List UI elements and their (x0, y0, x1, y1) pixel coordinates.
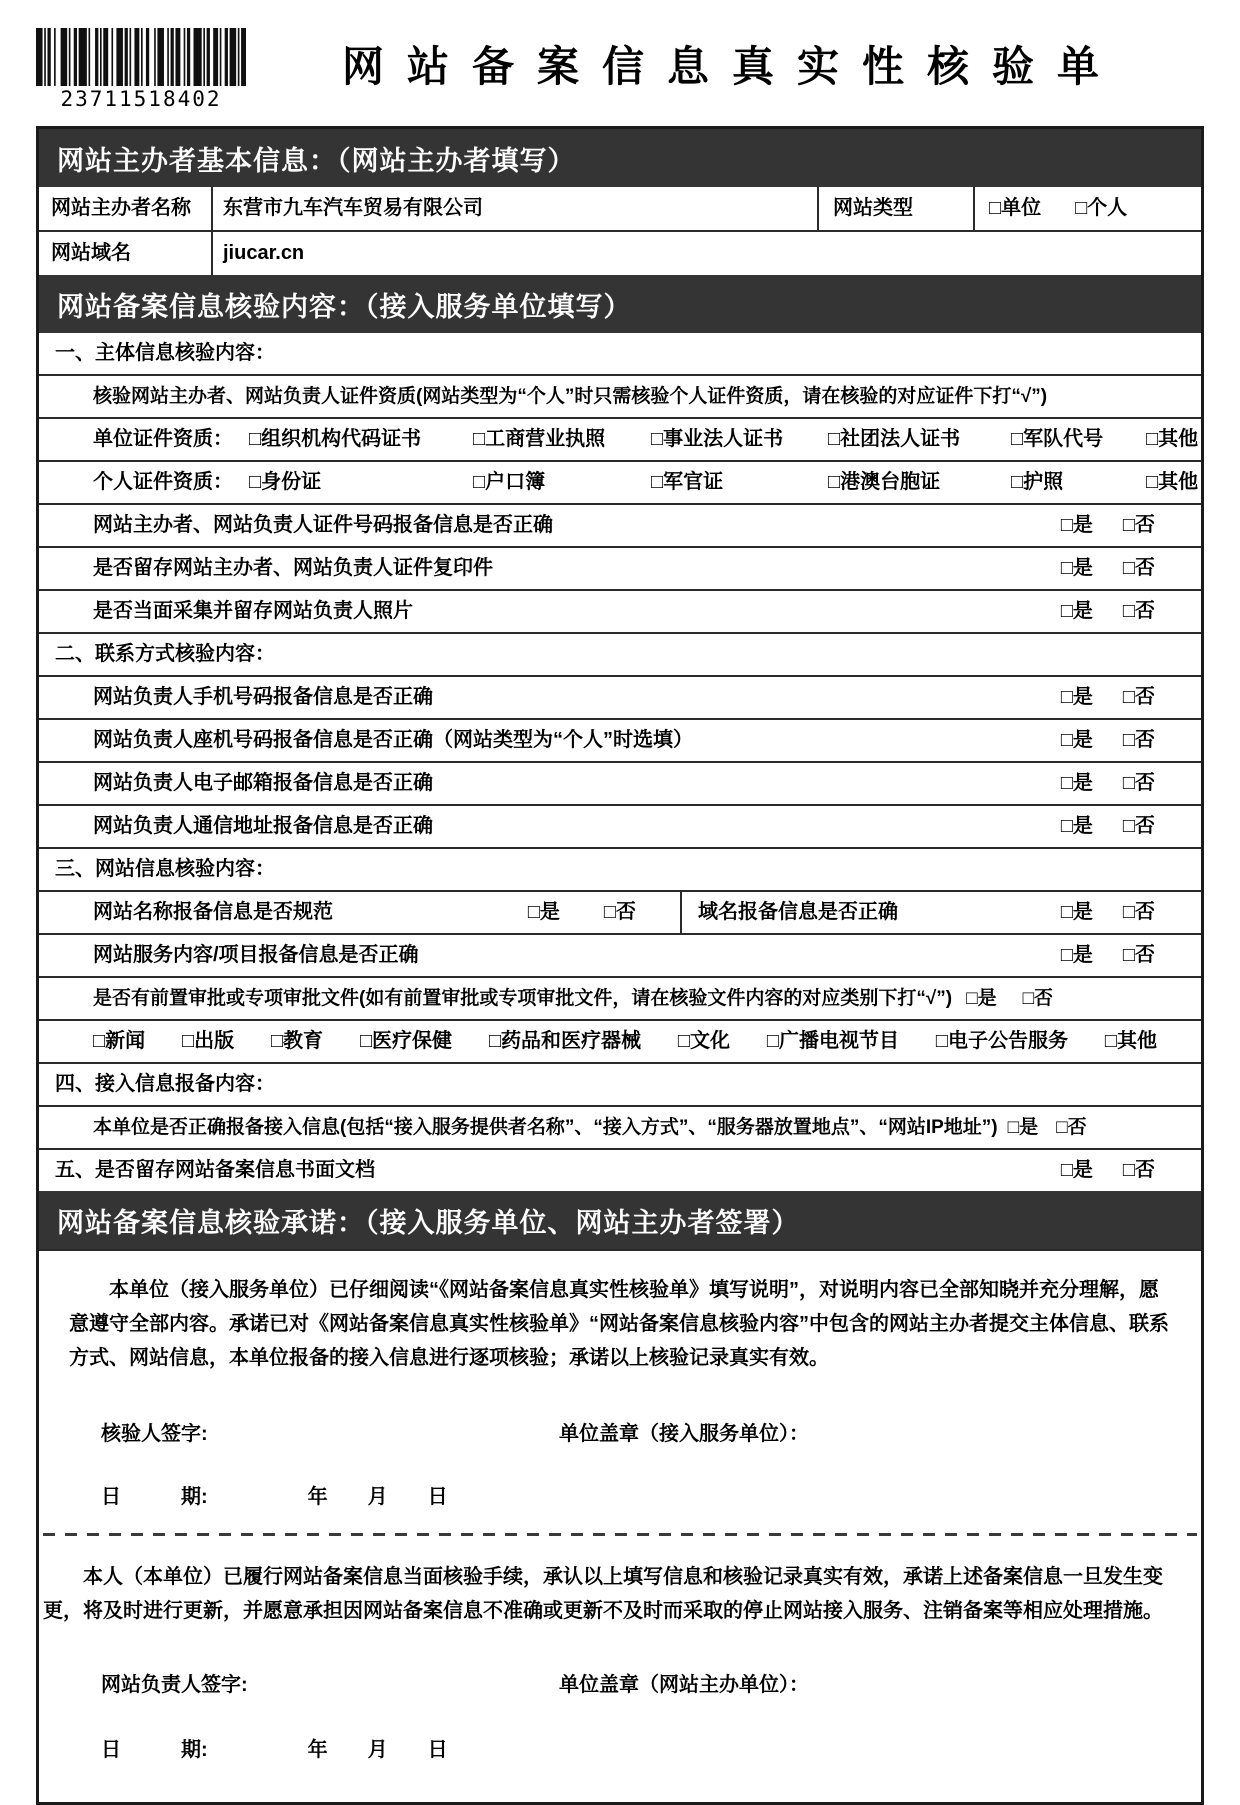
no-checkbox[interactable]: □否 (1122, 686, 1155, 708)
isp-seal-label: 单位盖章（接入服务单位）： (559, 1423, 809, 1445)
question-text: 是否有前置审批或专项审批文件(如有前置审批或专项审批文件，请在核验文件内容的对应类别下打“√”) (93, 987, 953, 1009)
personal-cert-option-checkbox[interactable]: □港澳台胞证 (828, 471, 941, 493)
no-checkbox[interactable]: □否 (1022, 987, 1054, 1009)
no-checkbox[interactable]: □否 (1122, 514, 1155, 536)
question-row (39, 933, 1201, 976)
yes-checkbox[interactable]: □是 (1060, 772, 1093, 794)
yes-checkbox[interactable]: □是 (1060, 557, 1093, 579)
row-domain (39, 230, 1201, 275)
question-text: 五、是否留存网站备案信息书面文档 (55, 1159, 375, 1181)
no-checkbox[interactable]: □否 (1122, 772, 1155, 794)
section-header-commitment-label: 网站备案信息核验承诺：（接入服务单位、网站主办者签署） (57, 1207, 800, 1238)
question-row (39, 589, 1201, 632)
no-checkbox[interactable]: □否 (1122, 600, 1155, 622)
form-title: 网站备案信息真实性核验单 (341, 43, 1122, 90)
row-host-name (39, 187, 1201, 230)
no-checkbox[interactable]: □否 (1122, 729, 1155, 751)
question-row-approval (39, 976, 1201, 1019)
approval-category-checkbox[interactable]: □其他 (1104, 1030, 1157, 1052)
approval-category-checkbox[interactable]: □电子公告服务 (935, 1030, 1068, 1052)
yes-checkbox[interactable]: □是 (1060, 514, 1093, 536)
yes-checkbox[interactable]: □是 (1060, 729, 1093, 751)
verifier-signature-label: 核验人签字: (101, 1423, 208, 1445)
personal-cert-option-checkbox[interactable]: □军官证 (651, 471, 724, 493)
unit-cert-option-checkbox[interactable]: □其他 (1146, 428, 1199, 450)
owner-signature-label: 网站负责人签字: (101, 1674, 248, 1696)
personal-cert-label: 个人证件资质： (93, 471, 233, 493)
question-text: 网站负责人电子邮箱报备信息是否正确 (93, 772, 433, 794)
part2-title: 二、联系方式核验内容： (39, 632, 1201, 675)
yes-checkbox[interactable]: □是 (966, 987, 997, 1009)
question-text: 域名报备信息是否正确 (698, 901, 898, 923)
personal-cert-option-checkbox[interactable]: □身份证 (249, 471, 322, 493)
unit-cert-option-checkbox[interactable]: □社团法人证书 (828, 428, 961, 450)
yes-checkbox[interactable]: □是 (1060, 600, 1093, 622)
question-row (39, 675, 1201, 718)
part4-title: 四、接入信息报备内容： (39, 1062, 1201, 1105)
domain-label: 网站域名 (51, 242, 131, 264)
yes-checkbox[interactable]: □是 (1060, 944, 1093, 966)
section-header-verification (39, 275, 1201, 333)
no-checkbox[interactable]: □否 (1122, 901, 1155, 923)
host-name-label: 网站主办者名称 (51, 197, 191, 219)
row-unit-cert (39, 417, 1201, 460)
no-checkbox[interactable]: □否 (1122, 944, 1155, 966)
no-checkbox[interactable]: □否 (1122, 1159, 1155, 1181)
question-row (39, 804, 1201, 847)
unit-cert-option-checkbox[interactable]: □军队代号 (1011, 428, 1104, 450)
masthead (36, 28, 1204, 124)
site-type-unit-checkbox[interactable]: □单位 (989, 197, 1042, 219)
approval-category-checkbox[interactable]: □新闻 (93, 1030, 146, 1052)
yes-checkbox[interactable]: □是 (1060, 1159, 1093, 1181)
yes-checkbox[interactable]: □是 (1060, 686, 1093, 708)
domain-question (682, 892, 1201, 933)
date-line-owner: 日 期: 年 月 日 (101, 1739, 448, 1761)
barcode-number: 23711518402 (60, 87, 222, 111)
commitment-paragraph-owner: 本人（本单位）已履行网站备案信息当面核验手续，承认以上填写信息和核验记录真实有效，承诺上述备案信息一旦发生变更，将及时进行更新，并愿意承担因网站备案信息不准确或更新不及时而采取的停止网站接入服务、注销备案等相应处理措施。 (43, 1566, 1163, 1622)
cert-note: 核验网站主办者、网站负责人证件资质(网站类型为“个人”时只需核验个人证件资质，请在核验的对应证件下打“√”) (39, 374, 1201, 417)
personal-cert-option-checkbox[interactable]: □其他 (1146, 471, 1199, 493)
host-name-value: 东营市九车汽车贸易有限公司 (211, 187, 817, 230)
no-checkbox[interactable]: □否 (1122, 815, 1155, 837)
no-checkbox[interactable]: □否 (603, 901, 636, 923)
sitename-question (39, 892, 682, 933)
question-row (39, 503, 1201, 546)
commitment-cell (39, 1249, 1201, 1802)
barcode-image (36, 28, 246, 86)
unit-cert-option-checkbox[interactable]: □事业法人证书 (651, 428, 784, 450)
section-header-owner-info-label: 网站主办者基本信息：（网站主办者填写） (57, 145, 576, 176)
approval-category-checkbox[interactable]: □医疗保健 (359, 1030, 453, 1052)
question-row (39, 546, 1201, 589)
unit-cert-label: 单位证件资质： (93, 428, 233, 450)
unit-cert-option-checkbox[interactable]: □组织机构代码证书 (249, 428, 422, 450)
question-text: 网站负责人座机号码报备信息是否正确（网站类型为“个人”时选填） (93, 729, 693, 751)
yes-checkbox[interactable]: □是 (1060, 815, 1093, 837)
form-table (36, 126, 1204, 1805)
owner-seal-label: 单位盖章（网站主办单位）： (559, 1674, 809, 1696)
question-text: 网站名称报备信息是否规范 (93, 901, 333, 923)
signature-line-owner (101, 1668, 1201, 1697)
question-text: 网站主办者、网站负责人证件号码报备信息是否正确 (93, 514, 553, 536)
question-text: 本单位是否正确报备接入信息(包括“接入服务提供者名称”、“接入方式”、“服务器放置地点”、“网站IP地址”) (93, 1116, 998, 1138)
question-text: 是否当面采集并留存网站负责人照片 (93, 600, 413, 622)
barcode-block (36, 28, 254, 111)
yes-checkbox[interactable]: □是 (527, 901, 560, 923)
no-checkbox[interactable]: □否 (1122, 557, 1155, 579)
row-approval-categories (39, 1019, 1201, 1062)
approval-category-checkbox[interactable]: □文化 (677, 1030, 731, 1052)
row-sitename-domain (39, 890, 1201, 933)
section-header-commitment (39, 1191, 1201, 1249)
personal-cert-option-checkbox[interactable]: □户口簿 (473, 471, 546, 493)
site-type-label: 网站类型 (817, 187, 973, 230)
question-row (39, 718, 1201, 761)
site-type-options (973, 187, 1201, 230)
approval-category-checkbox[interactable]: □广播电视节目 (766, 1030, 899, 1052)
yes-checkbox[interactable]: □是 (1007, 1116, 1039, 1138)
question-text: 网站服务内容/项目报备信息是否正确 (93, 944, 419, 966)
question-text: 网站负责人手机号码报备信息是否正确 (93, 686, 433, 708)
site-type-personal-checkbox[interactable]: □个人 (1075, 197, 1128, 219)
part1-title: 一、主体信息核验内容： (55, 342, 275, 364)
domain-value: jiucar.cn (211, 232, 1201, 275)
question-row-access (39, 1105, 1201, 1148)
part5-row (39, 1148, 1201, 1191)
yes-checkbox[interactable]: □是 (1060, 901, 1093, 923)
approval-category-checkbox[interactable]: □出版 (181, 1030, 235, 1052)
approval-category-checkbox[interactable]: □教育 (270, 1030, 324, 1052)
signature-line-verifier (101, 1417, 1201, 1446)
unit-cert-option-checkbox[interactable]: □工商营业执照 (473, 428, 606, 450)
question-text: 是否留存网站主办者、网站负责人证件复印件 (93, 557, 493, 579)
approval-category-checkbox[interactable]: □药品和医疗器械 (488, 1030, 642, 1052)
part3-title: 三、网站信息核验内容： (39, 847, 1201, 890)
commitment-paragraph-isp: 本单位（接入服务单位）已仔细阅读“《网站备案信息真实性核验单》填写说明”，对说明内容已全部知晓并充分理解，愿意遵守全部内容。承诺已对《网站备案信息真实性核验单》“网站备案信息核验内容”中包含的网站主办者提交主体信息、联系方式、网站信息，本单位报备的接入信息进行逐项核验；承诺以上核验记录真实有效。 (69, 1279, 1169, 1369)
question-row (39, 761, 1201, 804)
date-line-verifier: 日 期: 年 月 日 (101, 1486, 448, 1508)
dashed-divider (43, 1533, 1197, 1536)
row-personal-cert (39, 460, 1201, 503)
no-checkbox[interactable]: □否 (1056, 1116, 1087, 1138)
personal-cert-option-checkbox[interactable]: □护照 (1011, 471, 1064, 493)
section-header-verification-label: 网站备案信息核验内容：（接入服务单位填写） (57, 291, 632, 322)
question-text: 网站负责人通信地址报备信息是否正确 (93, 815, 433, 837)
section-header-owner-info (39, 129, 1201, 187)
